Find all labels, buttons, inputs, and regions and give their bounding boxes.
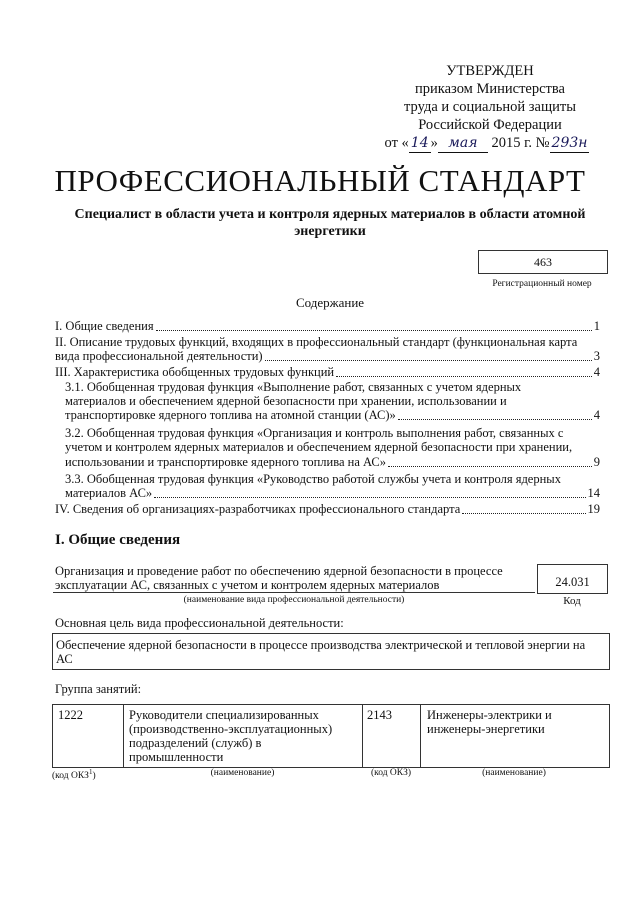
caption-name: (наименование)	[210, 768, 275, 778]
registration-number-box: 463	[478, 250, 608, 274]
document-subtitle	[40, 206, 620, 240]
activity-name	[55, 564, 525, 592]
subtitle-line: Специалист в области учета и контроля ядерных материалов в области атомной	[74, 207, 586, 222]
toc-entry-line: учетом и контролем ядерных материалов и обеспечением ядерной безопасности при хранении,	[65, 440, 573, 454]
section-heading: I. Общие сведения	[55, 532, 181, 548]
toc-entry[interactable]: IV. Сведения об организациях-разработчиках профессионального стандарта 19	[55, 502, 600, 516]
okz-name	[129, 708, 359, 764]
okz-name-line: промышленности	[129, 750, 224, 764]
table-divider	[123, 704, 124, 767]
toc-entry[interactable]: материалов АС» 14	[65, 486, 600, 500]
activity-name-line: эксплуатации АС, связанных с учетом и контролем ядерных материалов	[55, 578, 440, 592]
table-divider	[362, 704, 363, 767]
okz-name-line: Руководители специализированных	[129, 708, 319, 722]
toc-page-number: 1	[593, 319, 600, 333]
table-divider	[420, 704, 421, 767]
goal-line: Обеспечение ядерной безопасности в процессе производства электрической и тепловой энергии на	[56, 638, 586, 652]
order-number-handwritten: 293н	[551, 135, 588, 151]
toc-entry[interactable]: I. Общие сведения 1	[55, 319, 600, 333]
goal-line: АС	[56, 652, 73, 666]
toc-entry-line: II. Описание трудовых функций, входящих в профессиональный стандарт (функциональная карта	[55, 335, 578, 349]
okz-code: 2143	[367, 708, 392, 722]
okz-name-line: инженеры-энергетики	[427, 722, 545, 736]
subtitle-line: энергетики	[294, 224, 366, 239]
contents-heading: Содержание	[295, 295, 365, 310]
toc-entry-line: 3.3. Обобщенная трудовая функция «Руководство работой службы учета и контроля ядерных	[65, 472, 561, 486]
toc-page-number: 4	[593, 365, 600, 379]
goal-text	[56, 638, 606, 666]
order-month-handwritten: мая	[438, 134, 488, 153]
goal-label: Основная цель вида профессиональной деятельности:	[55, 616, 344, 630]
toc-entry-line: 3.2. Обобщенная трудовая функция «Организация и контроль выполнения работ, связанных с	[65, 426, 564, 440]
okz-code: 1222	[58, 708, 83, 722]
activity-name-line: Организация и проведение работ по обеспечению ядерной безопасности в процессе	[55, 564, 503, 578]
toc-page-number: 4	[593, 408, 600, 422]
toc-page-number: 19	[587, 502, 600, 516]
caption-okz: (код ОКЗ)	[370, 768, 412, 778]
order-line	[374, 134, 600, 153]
toc-entry[interactable]: III. Характеристика обобщенных трудовых функций 4	[55, 365, 600, 379]
okz-name-line: (производственно-эксплуатационных)	[129, 722, 333, 736]
underline	[53, 592, 535, 593]
caption-okz: (код ОКЗ$^1$)	[52, 768, 96, 782]
code-caption: Код	[563, 595, 581, 607]
okz-name-line: подразделений (служб) в	[129, 736, 262, 750]
registration-number-label: Регистрационный номер	[492, 279, 592, 289]
approval-title: УТВЕРЖДЕН	[446, 63, 534, 79]
okz-name-line: Инженеры-электрики и	[427, 708, 552, 722]
toc-page-number: 14	[587, 486, 600, 500]
activity-code-box: 24.031	[537, 564, 608, 594]
okz-name	[427, 708, 605, 736]
approval-line: труда и социальной защиты	[404, 99, 576, 115]
toc-page-number: 3	[593, 349, 600, 363]
toc-entry-line: материалов и обеспечением ядерной безопасности при хранении, использовании и	[65, 394, 507, 408]
toc-entry[interactable]: транспортировке ядерного топлива на атомной станции (АС)» 4	[65, 408, 600, 422]
toc-entry-line: 3.1. Обобщенная трудовая функция «Выполнение работ, связанных с учетом ядерных	[65, 380, 522, 394]
group-label: Группа занятий:	[55, 682, 142, 696]
order-prefix: от «	[384, 135, 409, 151]
caption-name: (наименование)	[482, 768, 546, 778]
toc-entry[interactable]: вида профессиональной деятельности) 3	[55, 349, 600, 363]
document-title: ПРОФЕССИОНАЛЬНЫЙ СТАНДАРТ	[54, 163, 586, 198]
order-quote: »	[430, 135, 438, 151]
order-year: 2015 г. №	[491, 135, 550, 151]
order-day-handwritten: 14	[410, 135, 429, 151]
toc-page-number: 9	[593, 455, 600, 469]
activity-caption: (наименование вида профессиональной деятельности)	[183, 595, 405, 605]
approval-line: Российской Федерации	[418, 117, 562, 133]
approval-block	[380, 62, 600, 153]
toc-entry[interactable]: использовании и транспортировке ядерного топлива на АС» 9	[65, 455, 600, 469]
approval-line: приказом Министерства	[415, 81, 565, 97]
